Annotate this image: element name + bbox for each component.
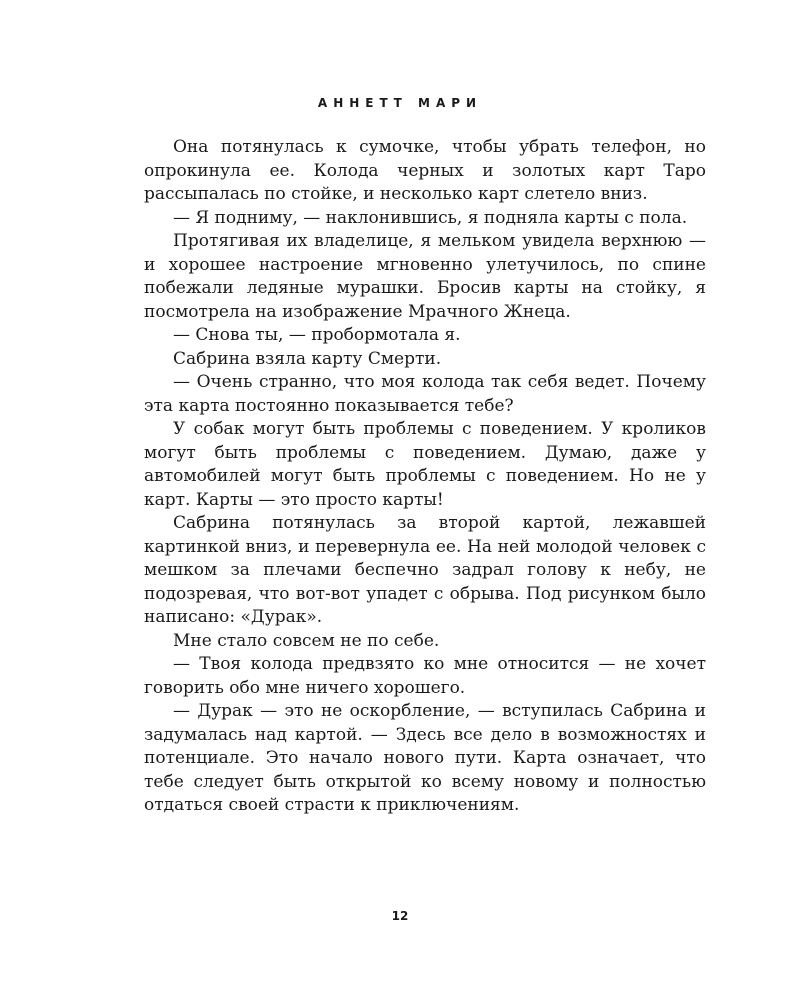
- paragraph: — Снова ты, — пробормотала я.: [173, 325, 461, 345]
- paragraph: — Дурак — это не оскорбление, — вступилась Сабрина и задумалась над картой. — Здесь все дело в возможностях и потенциале. Это начало нового пути. Карта означает, что тебе следует быть открытой ко всему новому и полностью отдаться своей страсти к приключениям.: [144, 701, 706, 815]
- paragraph: — Твоя колода предвзято ко мне относится — не хочет говорить обо мне ничего хорошего.: [144, 654, 706, 698]
- body-text: [144, 136, 706, 818]
- paragraph: Сабрина потянулась за второй картой, лежавшей картинкой вниз, и перевернула ее. На ней молодой человек с мешком за плечами беспечно задрал голову к небу, не подозревая, что вот-вот упадет с обрыва. Под рисунком было написано: «Дурак».: [144, 513, 706, 627]
- page-number: 12: [391, 909, 409, 923]
- paragraph: Сабрина взяла карту Смерти.: [173, 348, 442, 369]
- paragraph: — Очень странно, что моя колода так себя ведет. Почему эта карта постоянно показывается тебе?: [144, 372, 706, 416]
- running-head-author: АННЕТТ МАРИ: [317, 96, 483, 110]
- paragraph: — Я подниму, — наклонившись, я подняла карты с пола.: [173, 207, 688, 228]
- paragraph: Мне стало совсем не по себе.: [173, 630, 440, 651]
- paragraph: Она потянулась к сумочке, чтобы убрать телефон, но опрокинула ее. Колода черных и золотых карт Таро рассыпалась по стойке, и несколько карт слетело вниз.: [144, 137, 706, 204]
- paragraph: Протягивая их владелице, я мельком увидела верхнюю — и хорошее настроение мгновенно улетучилось, по спине побежали ледяные мурашки. Бросив карты на стойку, я посмотрела на изображение Мрачного Жнеца.: [144, 231, 706, 322]
- paragraph: У собак могут быть проблемы с поведением. У кроликов могут быть проблемы с поведением. Думаю, даже у автомобилей могут быть проблемы с поведением. Но не у карт. Карты — это просто карты!: [144, 419, 706, 510]
